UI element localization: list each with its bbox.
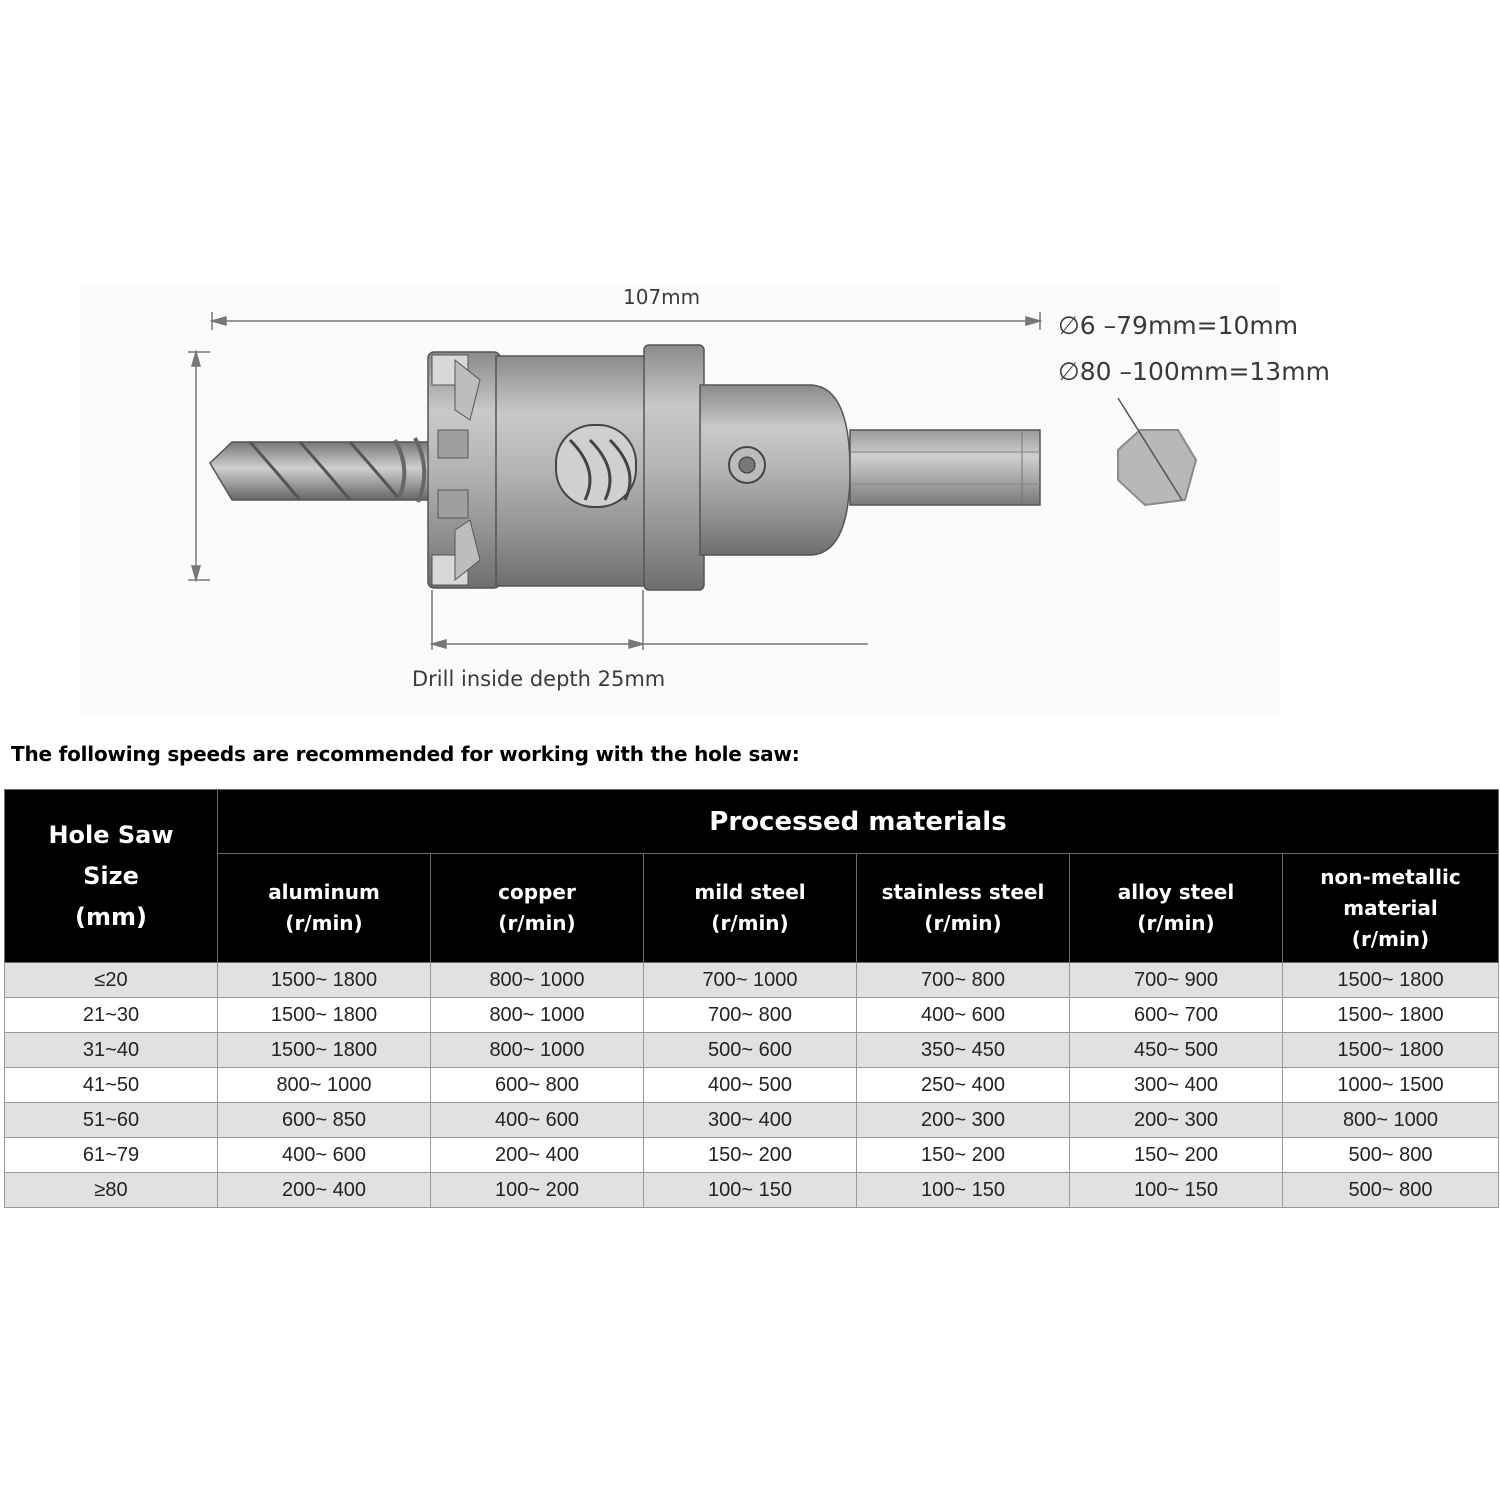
- header-line: aluminum: [268, 880, 380, 904]
- size-cell: 61~79: [5, 1138, 218, 1173]
- hole-saw-size-header: [5, 790, 218, 963]
- header-line: (r/min): [285, 911, 363, 935]
- collar-ring: [644, 345, 704, 590]
- size-cell: ≤20: [5, 963, 218, 998]
- speed-cell: 350~ 450: [857, 1033, 1070, 1068]
- speed-cell: 800~ 1000: [218, 1068, 431, 1103]
- header-line: (r/min): [1351, 926, 1430, 951]
- speed-cell: 150~ 200: [1070, 1138, 1283, 1173]
- speed-cell: 250~ 400: [857, 1068, 1070, 1103]
- pilot-drill-bit: [210, 438, 430, 502]
- speed-cell: 1500~ 1800: [218, 998, 431, 1033]
- speed-cell: 800~ 1000: [431, 963, 644, 998]
- size-cell: 51~60: [5, 1103, 218, 1138]
- hex-shank: [850, 430, 1040, 505]
- speed-cell: 1000~ 1500: [1283, 1068, 1499, 1103]
- size-header-line: Hole Saw: [48, 820, 174, 849]
- speed-table: [4, 789, 1499, 1208]
- header-line: mild steel: [694, 880, 806, 904]
- speed-cell: 1500~ 1800: [1283, 1033, 1499, 1068]
- speed-cell: 1500~ 1800: [218, 963, 431, 998]
- speed-cell: 400~ 500: [644, 1068, 857, 1103]
- speed-cell: 1500~ 1800: [1283, 963, 1499, 998]
- speed-cell: 800~ 1000: [431, 998, 644, 1033]
- alloy-steel-header: [1070, 854, 1283, 963]
- stainless-steel-header: [857, 854, 1070, 963]
- size-header-line: Size: [83, 861, 139, 890]
- material-header-row: [5, 854, 1499, 963]
- speed-cell: 400~ 600: [218, 1138, 431, 1173]
- header-line: (r/min): [498, 911, 576, 935]
- header-line: non-metallic: [1320, 864, 1461, 889]
- speed-cell: 700~ 900: [1070, 963, 1283, 998]
- speed-cell: 500~ 800: [1283, 1173, 1499, 1208]
- size-cell: ≥80: [5, 1173, 218, 1208]
- speed-cell: 700~ 1000: [644, 963, 857, 998]
- speed-cell: 150~ 200: [857, 1138, 1070, 1173]
- speed-cell: 200~ 400: [431, 1138, 644, 1173]
- cutter-head: [428, 352, 500, 588]
- speed-cell: 1500~ 1800: [218, 1033, 431, 1068]
- speed-cell: 400~ 600: [431, 1103, 644, 1138]
- header-line: material: [1343, 895, 1438, 920]
- header-line: alloy steel: [1117, 880, 1235, 904]
- table-row: [5, 1138, 1499, 1173]
- speed-cell: 700~ 800: [644, 998, 857, 1033]
- speed-cell: 500~ 800: [1283, 1138, 1499, 1173]
- speed-cell: 200~ 300: [1070, 1103, 1283, 1138]
- size-cell: 31~40: [5, 1033, 218, 1068]
- speed-intro-text: The following speeds are recommended for working with the hole saw:: [11, 742, 800, 766]
- hole-saw-drawing: [0, 0, 1500, 720]
- copper-header: [431, 854, 644, 963]
- table-row: [5, 1033, 1499, 1068]
- speed-cell: 450~ 500: [1070, 1033, 1283, 1068]
- speed-cell: 100~ 150: [857, 1173, 1070, 1208]
- non-metallic-header: [1283, 854, 1499, 963]
- speed-cell: 400~ 600: [857, 998, 1070, 1033]
- speed-cell: 800~ 1000: [431, 1033, 644, 1068]
- size-header-line: (mm): [75, 902, 147, 931]
- speed-cell: 800~ 1000: [1283, 1103, 1499, 1138]
- speed-cell: 300~ 400: [644, 1103, 857, 1138]
- overall-length-label: 107mm: [623, 285, 701, 309]
- speed-cell: 700~ 800: [857, 963, 1070, 998]
- table-row: [5, 1068, 1499, 1103]
- speed-cell: 600~ 800: [431, 1068, 644, 1103]
- header-line: (r/min): [711, 911, 789, 935]
- speed-cell: 200~ 400: [218, 1173, 431, 1208]
- speed-cell: 100~ 150: [644, 1173, 857, 1208]
- size-cell: 21~30: [5, 998, 218, 1033]
- speed-cell: 150~ 200: [644, 1138, 857, 1173]
- header-line: (r/min): [1137, 911, 1215, 935]
- table-row: [5, 1173, 1499, 1208]
- speed-cell: 200~ 300: [857, 1103, 1070, 1138]
- speed-cell: 1500~ 1800: [1283, 998, 1499, 1033]
- table-row: [5, 1103, 1499, 1138]
- size-cell: 41~50: [5, 1068, 218, 1103]
- header-line: copper: [498, 880, 576, 904]
- speed-cell: 600~ 850: [218, 1103, 431, 1138]
- header-line: (r/min): [924, 911, 1002, 935]
- table-row: [5, 963, 1499, 998]
- speed-cell: 600~ 700: [1070, 998, 1283, 1033]
- speed-cell: 100~ 200: [431, 1173, 644, 1208]
- table-row: [5, 998, 1499, 1033]
- shank-size-note-small: ∅6 –79mm=10mm: [1058, 311, 1299, 340]
- header-line: stainless steel: [881, 880, 1045, 904]
- arbor: [700, 385, 850, 555]
- table-header-row: [5, 790, 1499, 854]
- speed-cell: 100~ 150: [1070, 1173, 1283, 1208]
- processed-materials-header: Processed materials: [218, 790, 1499, 854]
- drill-depth-label: Drill inside depth 25mm: [412, 667, 666, 691]
- aluminum-header: [218, 854, 431, 963]
- speed-cell: 500~ 600: [644, 1033, 857, 1068]
- mild-steel-header: [644, 854, 857, 963]
- shank-size-note-large: ∅80 –100mm=13mm: [1058, 357, 1330, 386]
- saw-body: [496, 356, 646, 586]
- speed-cell: 300~ 400: [1070, 1068, 1283, 1103]
